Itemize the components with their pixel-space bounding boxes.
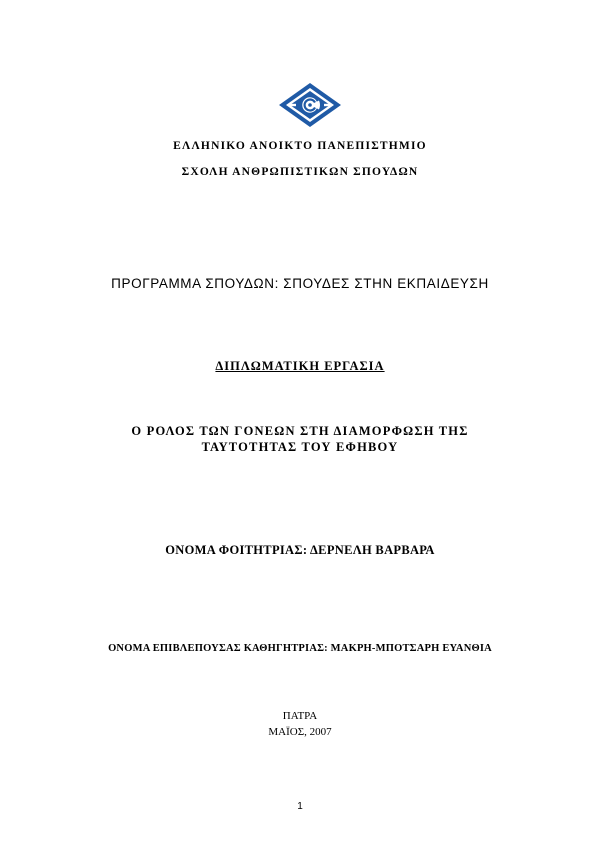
thesis-label: ΔΙΠΛΩΜΑΤΙΚΗ ΕΡΓΑΣΙΑ bbox=[215, 359, 385, 373]
program-name: ΠΡΟΓΡΑΜΜΑ ΣΠΟΥΔΩΝ: ΣΠΟΥΔΕΣ ΣΤΗΝ ΕΚΠΑΙΔΕΥΣΗ bbox=[111, 276, 489, 291]
student-name: ΟΝΟΜΑ ΦΟΙΤΗΤΡΙΑΣ: ΔΕΡΝΕΛΗ ΒΑΡΒΑΡΑ bbox=[165, 543, 435, 557]
city: ΠΑΤΡΑ bbox=[282, 710, 318, 722]
institution-name: ΕΛΛΗΝΙΚΟ ΑΝΟΙΚΤΟ ΠΑΝΕΠΙΣΤΗΜΙΟ bbox=[173, 140, 427, 152]
thesis-title-line: Ο ΡΟΛΟΣ ΤΩΝ ΓΟΝΕΩΝ ΣΤΗ ΔΙΑΜΟΡΦΩΣΗ ΤΗΣ bbox=[131, 424, 469, 438]
date: ΜΑΪΟΣ, 2007 bbox=[268, 726, 332, 738]
university-logo-icon bbox=[278, 82, 342, 128]
page-number: 1 bbox=[297, 801, 303, 812]
supervisor-name: ΟΝΟΜΑ ΕΠΙΒΛΕΠΟΥΣΑΣ ΚΑΘΗΓΗΤΡΙΑΣ: ΜΑΚΡΗ-ΜΠΟΤΣΑΡΗ ΕΥΑΝΘΙΑ bbox=[108, 643, 492, 654]
thesis-title-line: ΤΑΥΤΟΤΗΤΑΣ ΤΟΥ ΕΦΗΒΟΥ bbox=[201, 440, 399, 454]
school-name: ΣΧΟΛΗ ΑΝΘΡΩΠΙΣΤΙΚΩΝ ΣΠΟΥΔΩΝ bbox=[181, 166, 419, 178]
